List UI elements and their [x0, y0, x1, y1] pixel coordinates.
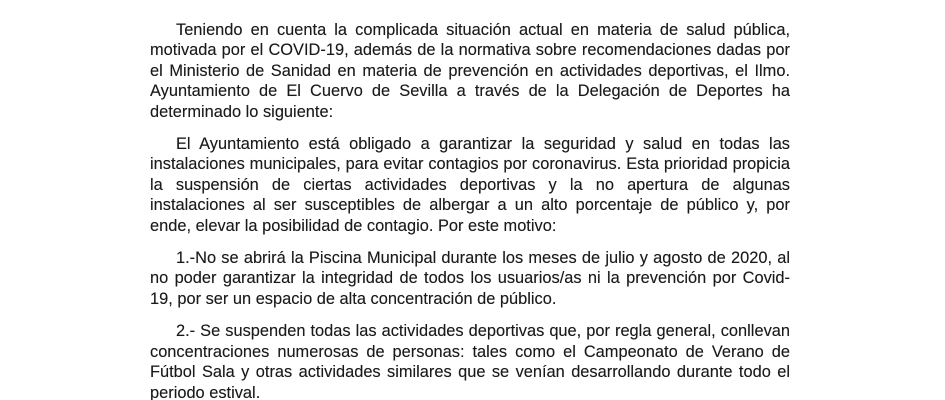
- text-line: concentraciones numerosas de personas: tales como el Campeonato de Verano de: [150, 342, 790, 361]
- text-line: 19, por ser un espacio de alta concentración de público.: [150, 289, 557, 308]
- text-line: 2.- Se suspenden todas las actividades deportivas que, por regla general, conllevan: [176, 322, 790, 341]
- text-line: el Ministerio de Sanidad en materia de prevención en actividades deportivas, el Ilmo.: [150, 61, 790, 80]
- text-line: periodo estival.: [150, 383, 261, 400]
- text-line: Teniendo en cuenta la complicada situación actual en materia de salud pública,: [176, 21, 790, 39]
- text-line: no poder garantizar la integridad de todos los usuarios/as ni la prevención por Covid-: [150, 269, 790, 288]
- text-line: motivada por el COVID-19, además de la normativa sobre recomendaciones dadas por: [150, 41, 790, 60]
- paragraph-item-1: [150, 248, 790, 309]
- text-line: la suspensión de ciertas actividades deportivas y la no apertura de algunas: [150, 175, 790, 194]
- text-line: El Ayuntamiento está obligado a garantizar la seguridad y salud en todas las: [176, 135, 790, 154]
- text-line: determinado lo siguiente:: [150, 102, 334, 121]
- text-line: instalaciones al ser susceptibles de albergar a un alto porcentaje de público y, por: [150, 196, 790, 215]
- text-line: Ayuntamiento de El Cuervo de Sevilla a través de la Delegación de Deportes ha: [150, 82, 790, 101]
- document-text-block: [150, 20, 790, 400]
- text-line: 1.-No se abrirá la Piscina Municipal durante los meses de julio y agosto de 2020, al: [176, 249, 790, 268]
- text-line: ende, elevar la posibilidad de contagio. Por este motivo:: [150, 216, 557, 235]
- text-line: instalaciones municipales, para evitar contagios por coronavirus. Esta prioridad propicia: [150, 155, 790, 174]
- paragraph-intro: [150, 20, 790, 122]
- paragraph-justification: [150, 134, 790, 236]
- paragraph-item-2: [150, 321, 790, 400]
- text-line: Fútbol Sala y otras actividades similares que se venían desarrollando durante todo el: [150, 363, 790, 382]
